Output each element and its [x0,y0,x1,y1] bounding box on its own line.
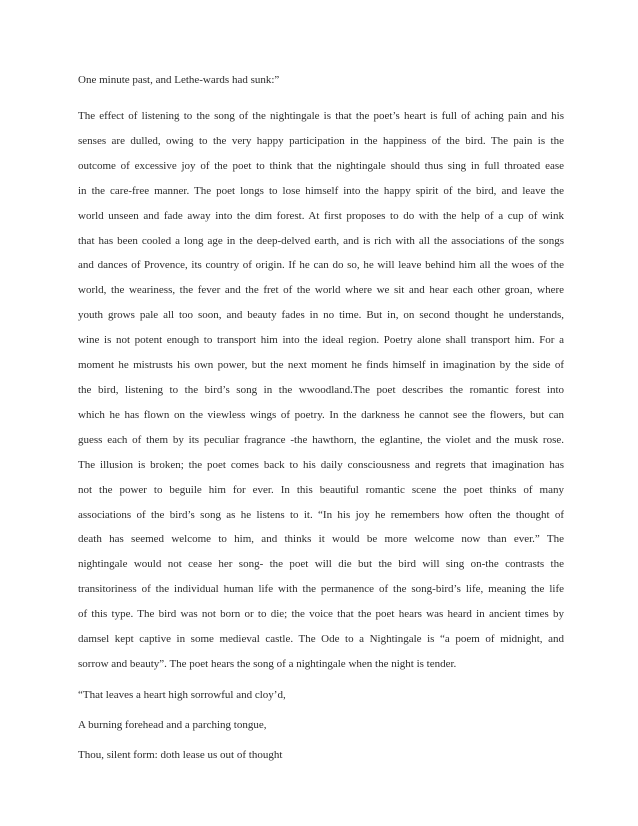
paragraph-line: senses are dulled, owing to the very happy participation in the happiness of the bird. The pain is the [78,134,564,147]
paragraph-line: transitoriness of the individual human life with the permanence of the song-bird’s life, meaning the life [78,583,564,596]
paragraph-line: The effect of listening to the song of the nightingale is that the poet’s heart is full of aching pain and his [78,110,564,122]
paragraph-line: world, the weariness, the fever and the fret of the world where we sit and hear each other groan, where [78,284,564,297]
intro-line: One minute past, and Lethe-wards had sunk:” [78,74,280,86]
paragraph-line: associations of the bird’s song as he listens to it. “In his joy he remembers how often the thought of [78,508,564,521]
paragraph-line: youth grows pale all too soon, and beauty fades in no time. But in, on second thought he understands, [78,309,564,322]
paragraph-line: sorrow and beauty”. The poet hears the song of a nightingale when the night is tender. [78,657,457,670]
document-page [78,70,564,762]
paragraph-line: guess each of them by its peculiar fragrance -the hawthorn, the eglantine, the violet and the musk rose. [78,433,564,446]
verse-line: A burning forehead and a parching tongue, [78,718,267,731]
paragraph-line: not the power to beguile him for ever. In this beautiful romantic scene the poet thinks of many [78,483,564,496]
verse-line: “That leaves a heart high sorrowful and cloy’d, [78,688,286,701]
paragraph-line: which he has flown on the viewless wings of poetry. In the darkness he cannot see the flowers, but can [78,408,564,421]
paragraph-line: and dances of Provence, its country of origin. If he can do so, he will leave behind him all the woes of the [78,259,564,272]
paragraph-line: the bird, listening to the bird’s song in the wwoodland.The poet describes the romantic forest into [78,383,564,396]
paragraph-line: The illusion is broken; the poet comes back to his daily consciousness and regrets that imagination has [78,458,564,471]
paragraph-line: death has seemed welcome to him, and thinks it would be more welcome now than ever.” The [78,533,564,546]
paragraph-line: of this type. The bird was not born or to die; the voice that the poet hears was heard in ancient times by [78,608,564,621]
body-paragraph [78,104,564,677]
paragraph-line: outcome of excessive joy of the poet to think that the nightingale should thus sing in full throated ease [78,159,564,172]
paragraph-line: nightingale would not cease her song- the poet will die but the bird will sing on-the contrasts the [78,558,564,571]
paragraph-line: damsel kept captive in some medieval castle. The Ode to a Nightingale is “a poem of midnight, and [78,633,564,646]
paragraph-line: in the care-free manner. The poet longs to lose himself into the happy spirit of the bird, and leave the [78,184,564,197]
paragraph-line: wine is not potent enough to transport him into the ideal region. Poetry alone shall transport him. For a [78,334,564,347]
paragraph-line: world unseen and fade away into the dim forest. At first proposes to do with the help of a cup of wink [78,209,564,222]
paragraph-line: moment he mistrusts his own power, but the next moment he finds himself in imagination by the side of [78,359,564,372]
paragraph-line: that has been cooled a long age in the deep-delved earth, and is rich with all the associations of the songs [78,234,564,247]
verse-line: Thou, silent form: doth lease us out of thought [78,748,283,761]
